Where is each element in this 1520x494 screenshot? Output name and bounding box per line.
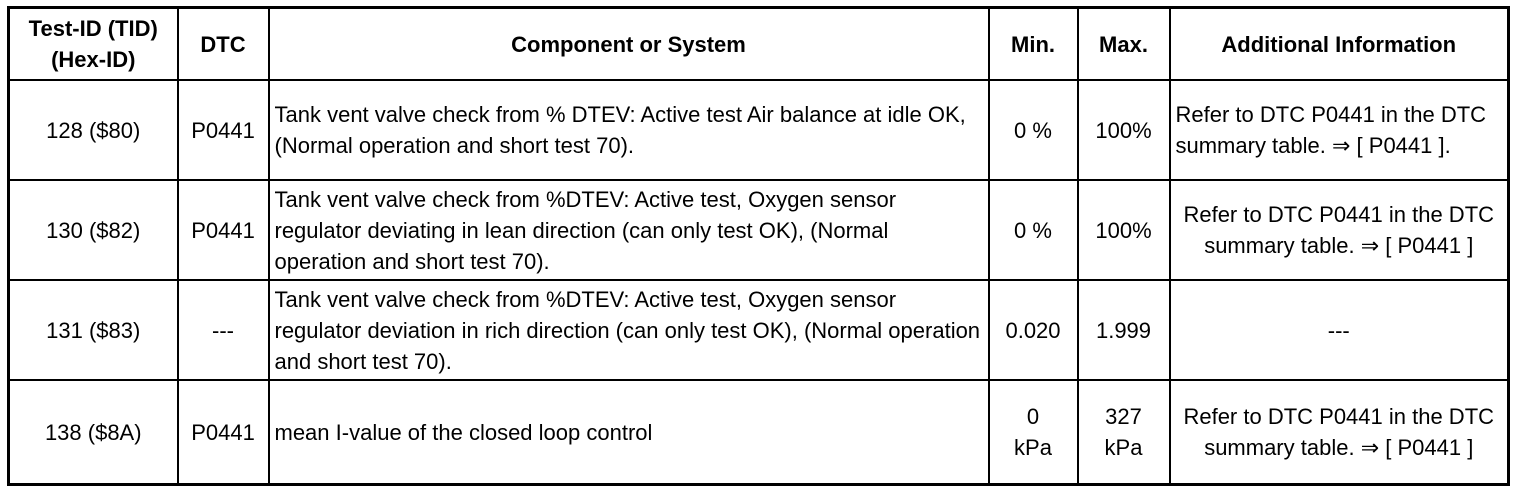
cell-component: Tank vent valve check from % DTEV: Active test Air balance at idle OK, (Normal operation and short test 70). [269, 80, 989, 180]
cell-dtc: P0441 [178, 380, 269, 485]
table-row [9, 80, 1509, 180]
info-text: Refer to DTC P0441 in the DTC summary table. [1183, 403, 1495, 460]
header-additional-info: Additional Information [1170, 8, 1509, 81]
max-unit: kPa [1104, 435, 1143, 460]
cell-component: Tank vent valve check from %DTEV: Active test, Oxygen sensor regulator deviating in lean direction (can only test OK), (Normal operation and short test 70). [269, 180, 989, 280]
cell-additional-info: --- [1170, 280, 1509, 380]
cell-min: 0 % [989, 80, 1078, 180]
test-results-table [7, 6, 1510, 486]
cell-additional-info [1170, 180, 1509, 280]
cell-additional-info [1170, 380, 1509, 485]
cell-test-id: 138 ($8A) [9, 380, 178, 485]
cell-test-id: 128 ($80) [9, 80, 178, 180]
header-test-id-line2: (Hex-ID) [51, 47, 136, 72]
header-row [9, 8, 1509, 81]
max-value: 327 [1105, 404, 1142, 429]
cell-max: 1.999 [1078, 280, 1170, 380]
header-test-id-line1: Test-ID (TID) [28, 16, 158, 41]
cell-component: Tank vent valve check from %DTEV: Active test, Oxygen sensor regulator deviation in rich direction (can only test OK), (Normal operation and short test 70). [269, 280, 989, 380]
min-unit: kPa [1014, 435, 1052, 460]
cell-max [1078, 380, 1170, 485]
table-row [9, 380, 1509, 485]
dtc-reference-link[interactable]: [ P0441 ]. [1350, 132, 1451, 158]
cell-min [989, 380, 1078, 485]
cell-max: 100% [1078, 180, 1170, 280]
cell-dtc: P0441 [178, 180, 269, 280]
cell-min: 0 % [989, 180, 1078, 280]
dtc-reference-link[interactable]: [ P0441 ] [1379, 434, 1474, 460]
readiness-table-container [7, 6, 1510, 486]
cell-test-id: 131 ($83) [9, 280, 178, 380]
header-component: Component or System [269, 8, 989, 81]
cell-test-id: 130 ($82) [9, 180, 178, 280]
table-row [9, 180, 1509, 280]
info-text: Refer to DTC P0441 in the DTC summary table. [1175, 101, 1487, 158]
cell-min: 0.020 [989, 280, 1078, 380]
cell-dtc: P0441 [178, 80, 269, 180]
header-min: Min. [989, 8, 1078, 81]
table-row [9, 280, 1509, 380]
arrow-right-icon: ⇒ [1360, 233, 1380, 259]
arrow-right-icon: ⇒ [1332, 133, 1351, 159]
min-value: 0 [1026, 404, 1040, 429]
cell-additional-info [1170, 80, 1509, 180]
header-dtc: DTC [178, 8, 269, 81]
cell-dtc: --- [178, 280, 269, 380]
cell-max: 100% [1078, 80, 1170, 180]
dtc-reference-link[interactable]: [ P0441 ] [1379, 232, 1474, 258]
info-text: Refer to DTC P0441 in the DTC summary table. [1183, 201, 1495, 258]
header-test-id [9, 8, 178, 81]
cell-component: mean I-value of the closed loop control [269, 380, 989, 485]
arrow-right-icon: ⇒ [1360, 435, 1380, 461]
header-max: Max. [1078, 8, 1170, 81]
